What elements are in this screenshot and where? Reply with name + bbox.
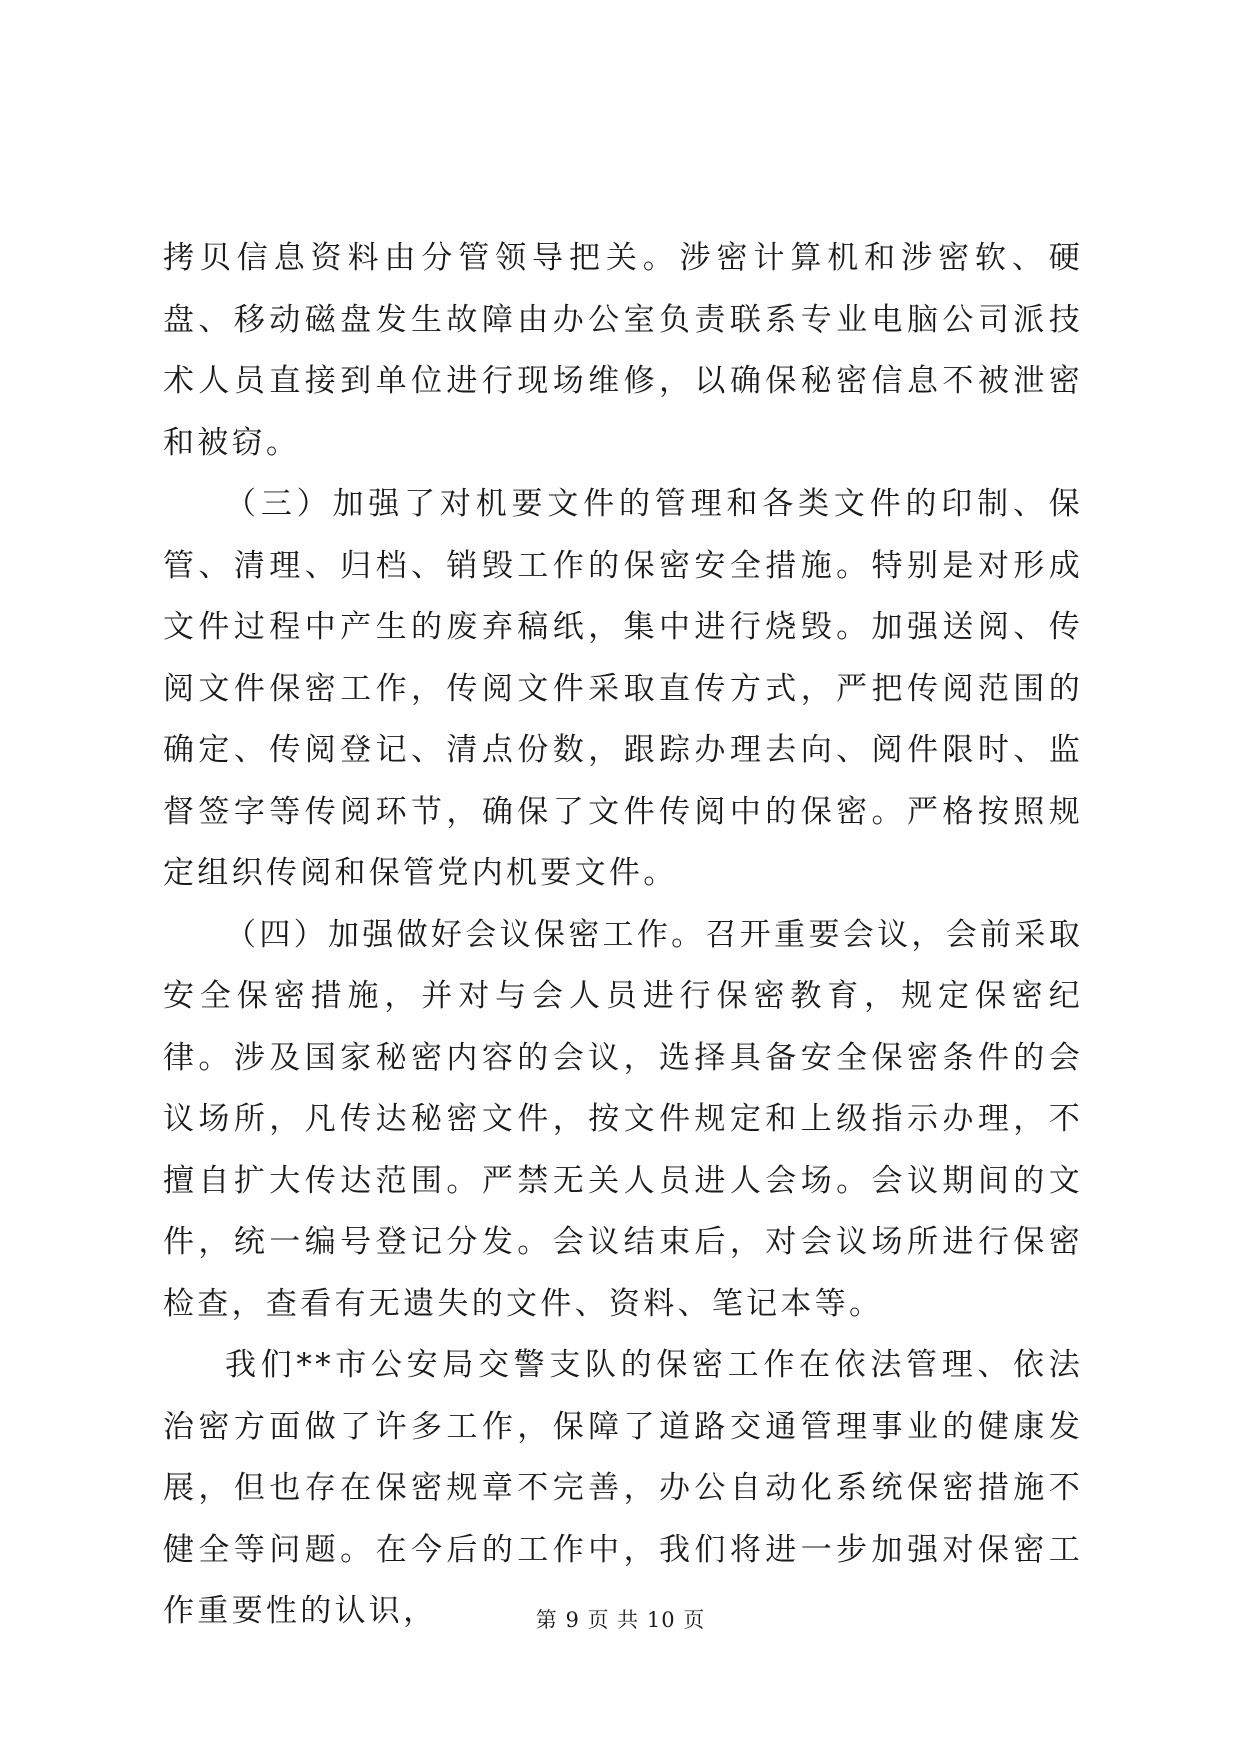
paragraph-section-three: （三）加强了对机要文件的管理和各类文件的印制、保管、清理、归档、销毁工作的保密安全措施。特别是对形成文件过程中产生的废弃稿纸，集中进行烧毁。加强送阅、传阅文件保密工作，传阅文件采取直传方式，严把传阅范围的确定、传阅登记、清点份数，跟踪办理去向、阅件限时、监督签字等传阅环节，确保了文件传阅中的保密。严格按照规定组织传阅和保管党内机要文件。 [163,486,1083,891]
page-number-footer: 第 9 页 共 10 页 [535,1608,706,1632]
document-body [163,228,1083,1643]
paragraph-continuation: 拷贝信息资料由分管领导把关。涉密计算机和涉密软、硬盘、移动磁盘发生故障由办公室负责联系专业电脑公司派技术人员直接到单位进行现场维修，以确保秘密信息不被泄密和被窃。 [163,240,1083,461]
paragraph-summary: 我们**市公安局交警支队的保密工作在依法管理、依法治密方面做了许多工作，保障了道路交通管理事业的健康发展，但也存在保密规章不完善，办公自动化系统保密措施不健全等问题。在今后的工作中，我们将进一步加强对保密工作重要性的认识， [163,1347,1083,1629]
paragraph-section-four: （四）加强做好会议保密工作。召开重要会议，会前采取安全保密措施，并对与会人员进行保密教育，规定保密纪律。涉及国家秘密内容的会议，选择具备安全保密条件的会议场所，凡传达秘密文件，按文件规定和上级指示办理，不擅自扩大传达范围。严禁无关人员进人会场。会议期间的文件，统一编号登记分发。会议结束后，对会议场所进行保密检查，查看有无遗失的文件、资料、笔记本等。 [163,916,1083,1322]
